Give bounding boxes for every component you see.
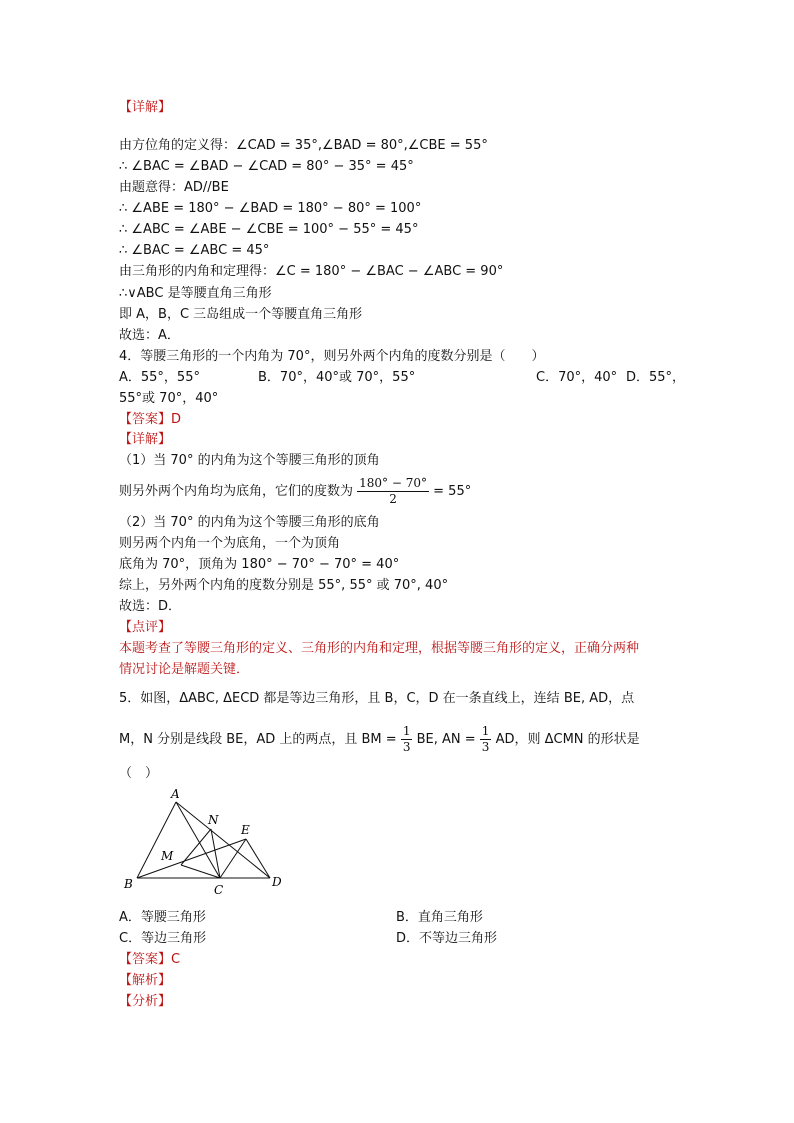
q5-stem-part-b: BE, AN = [416,732,476,747]
segment-ad [176,802,270,878]
label-n: N [208,813,219,827]
q4-option-d: D．55°， [626,370,686,385]
q4-comment-tag: 【点评】 [119,620,172,635]
q4-option-c: C．70°，40° [536,370,618,385]
label-d: D [272,875,282,889]
q5-stem-line2 [119,722,640,758]
q4-option-d-cont: 55°或 70°，40° [119,391,219,406]
q5-fenxi-tag: 【分析】 [119,994,172,1009]
q5-fraction-bm [401,724,413,755]
segment-ce [220,839,246,878]
solution-line-8: ∴∨ABC 是等腰直角三角形 [119,286,272,301]
q5-fraction-an-den: 3 [481,740,490,754]
q5-stem-part-c: AD，则 ΔCMN 的形状是 [495,732,640,747]
q4-fraction [357,476,429,507]
q5-option-a: A．等腰三角形 [119,910,206,925]
label-m: M [161,849,174,863]
q5-fraction-bm-den: 3 [402,740,411,754]
solution-line-2: ∴ ∠BAC = ∠BAD − ∠CAD = 80° − 35° = 45° [119,159,414,174]
q5-option-c: C．等边三角形 [119,931,207,946]
segment-mn [181,829,211,865]
segment-ed [246,839,270,878]
label-c: C [214,883,224,895]
q5-stem-part-a: M，N 分别是线段 BE，AD 上的两点，且 BM = [119,732,397,747]
q5-geometry-figure [118,785,293,895]
q5-fraction-bm-num: 1 [402,724,411,738]
q4-case2-line1: 则另两个内角一个为底角，一个为顶角 [119,536,341,551]
q4-case2-line2: 底角为 70°，顶角为 180° − 70° − 70° = 40° [119,557,400,572]
solution-line-9: 即 A，B，C 三岛组成一个等腰直角三角形 [119,307,363,322]
q4-case1-suffix: = 55° [433,484,472,499]
q4-stem: 4．等腰三角形的一个内角为 70°，则另外两个内角的度数分别是（ ） [119,349,545,364]
q5-stem-line1: 5．如图，ΔABC, ΔECD 都是等边三角形，且 B，C，D 在一条直线上，连结 BE, AD，点 [119,691,635,706]
segment-be [137,839,246,878]
solution-line-6: ∴ ∠BAC = ∠ABC = 45° [119,243,270,258]
q4-comment-line2: 情况讨论是解题关键． [119,662,250,677]
q4-option-b: B．70°，40°或 70°，55° [258,370,416,385]
label-b: B [124,877,133,891]
q4-option-a: A．55°，55° [119,370,200,385]
q5-option-b: B．直角三角形 [396,910,483,925]
q4-case2: （2）当 70° 的内角为这个等腰三角形的底角 [119,515,380,530]
solution-line-4: ∴ ∠ABE = 180° − ∠BAD = 180° − 80° = 100° [119,201,422,216]
q4-fraction-num: 180° − 70° [359,476,428,490]
q5-analysis-tag: 【解析】 [119,973,172,988]
q4-case1-prefix: 则另外两个内角均为底角，它们的度数为 [119,484,354,499]
solution-line-10: 故选：A． [119,328,180,343]
solution-line-1: 由方位角的定义得：∠CAD = 35°,∠BAD = 80°,∠CBE = 55° [119,138,488,153]
q4-answer: 【答案】D [119,412,182,427]
q5-answer: 【答案】C [119,952,181,967]
q5-fraction-an [480,724,492,755]
solution-line-3: 由题意得：AD//BE [119,180,229,195]
label-e: E [241,823,250,837]
q4-case1: （1）当 70° 的内角为这个等腰三角形的顶角 [119,453,380,468]
detail-tag: 【详解】 [119,100,172,115]
q4-comment-line1: 本题考查了等腰三角形的定义、三角形的内角和定理，根据等腰三角形的定义，正确分两种 [119,641,640,656]
q5-fraction-an-num: 1 [481,724,490,738]
q4-summary: 综上，另外两个内角的度数分别是 55°, 55° 或 70°, 40° [119,578,449,593]
q5-option-d: D．不等边三角形 [396,931,498,946]
q4-choose: 故选：D． [119,599,182,614]
solution-line-5: ∴ ∠ABC = ∠ABE − ∠CBE = 100° − 55° = 45° [119,222,419,237]
solution-line-7: 由三角形的内角和定理得：∠C = 180° − ∠BAC − ∠ABC = 90° [119,264,504,279]
q4-detail-tag: 【详解】 [119,432,172,447]
q4-fraction-den: 2 [389,492,397,506]
q4-case1-calc [119,474,471,510]
label-a: A [171,787,180,801]
q5-stem-line3: （ ） [119,766,159,781]
